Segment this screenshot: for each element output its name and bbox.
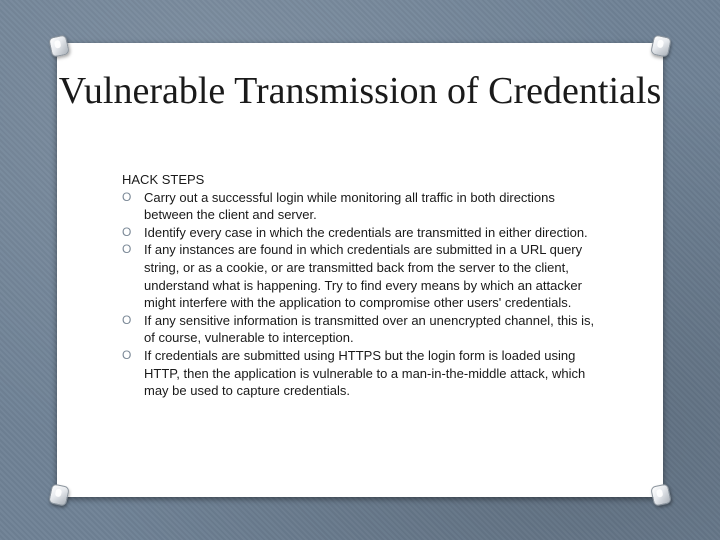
- pushpin-icon: [650, 483, 672, 506]
- bullet-marker-icon: O: [122, 347, 132, 362]
- bullet-text: If credentials are submitted using HTTPS but the login form is loaded using HTTP, then the application is vulnerable to a man-in-the-middle attack, which may be used to capture credentials.: [144, 347, 586, 399]
- bullet-marker-icon: O: [122, 312, 132, 327]
- bullet-text: Carry out a successful login while monitoring all traffic in both directions between the client and server.: [144, 189, 555, 223]
- bullet-text: Identify every case in which the credentials are transmitted in either direction.: [144, 224, 588, 240]
- bullet-marker-icon: O: [122, 189, 132, 204]
- bullet-text: If any instances are found in which credentials are submitted in a URL query string, or as a cookie, or are transmitted back from the server to the client, understand what is happening. Try to find every means by which an attacker might interfere with the application to compromise other users' credentials.: [144, 242, 583, 311]
- bullet-item: [122, 347, 602, 400]
- pushpin-icon: [48, 483, 70, 506]
- slide-body: [122, 171, 602, 400]
- slide-title: Vulnerable Transmission of Credentials: [58, 70, 662, 112]
- bullet-item: [122, 224, 602, 242]
- bullet-text: If any sensitive information is transmitted over an unencrypted channel, this is, of course, vulnerable to interception.: [144, 312, 595, 346]
- pushpin-icon: [48, 34, 70, 57]
- bullet-item: [122, 189, 602, 224]
- section-heading: HACK STEPS: [122, 172, 205, 187]
- bullet-marker-icon: O: [122, 242, 132, 257]
- bullet-item: [122, 312, 602, 347]
- bullet-item: [122, 241, 602, 311]
- bullet-list: [122, 189, 602, 400]
- bullet-marker-icon: O: [122, 224, 132, 239]
- pushpin-icon: [650, 34, 672, 57]
